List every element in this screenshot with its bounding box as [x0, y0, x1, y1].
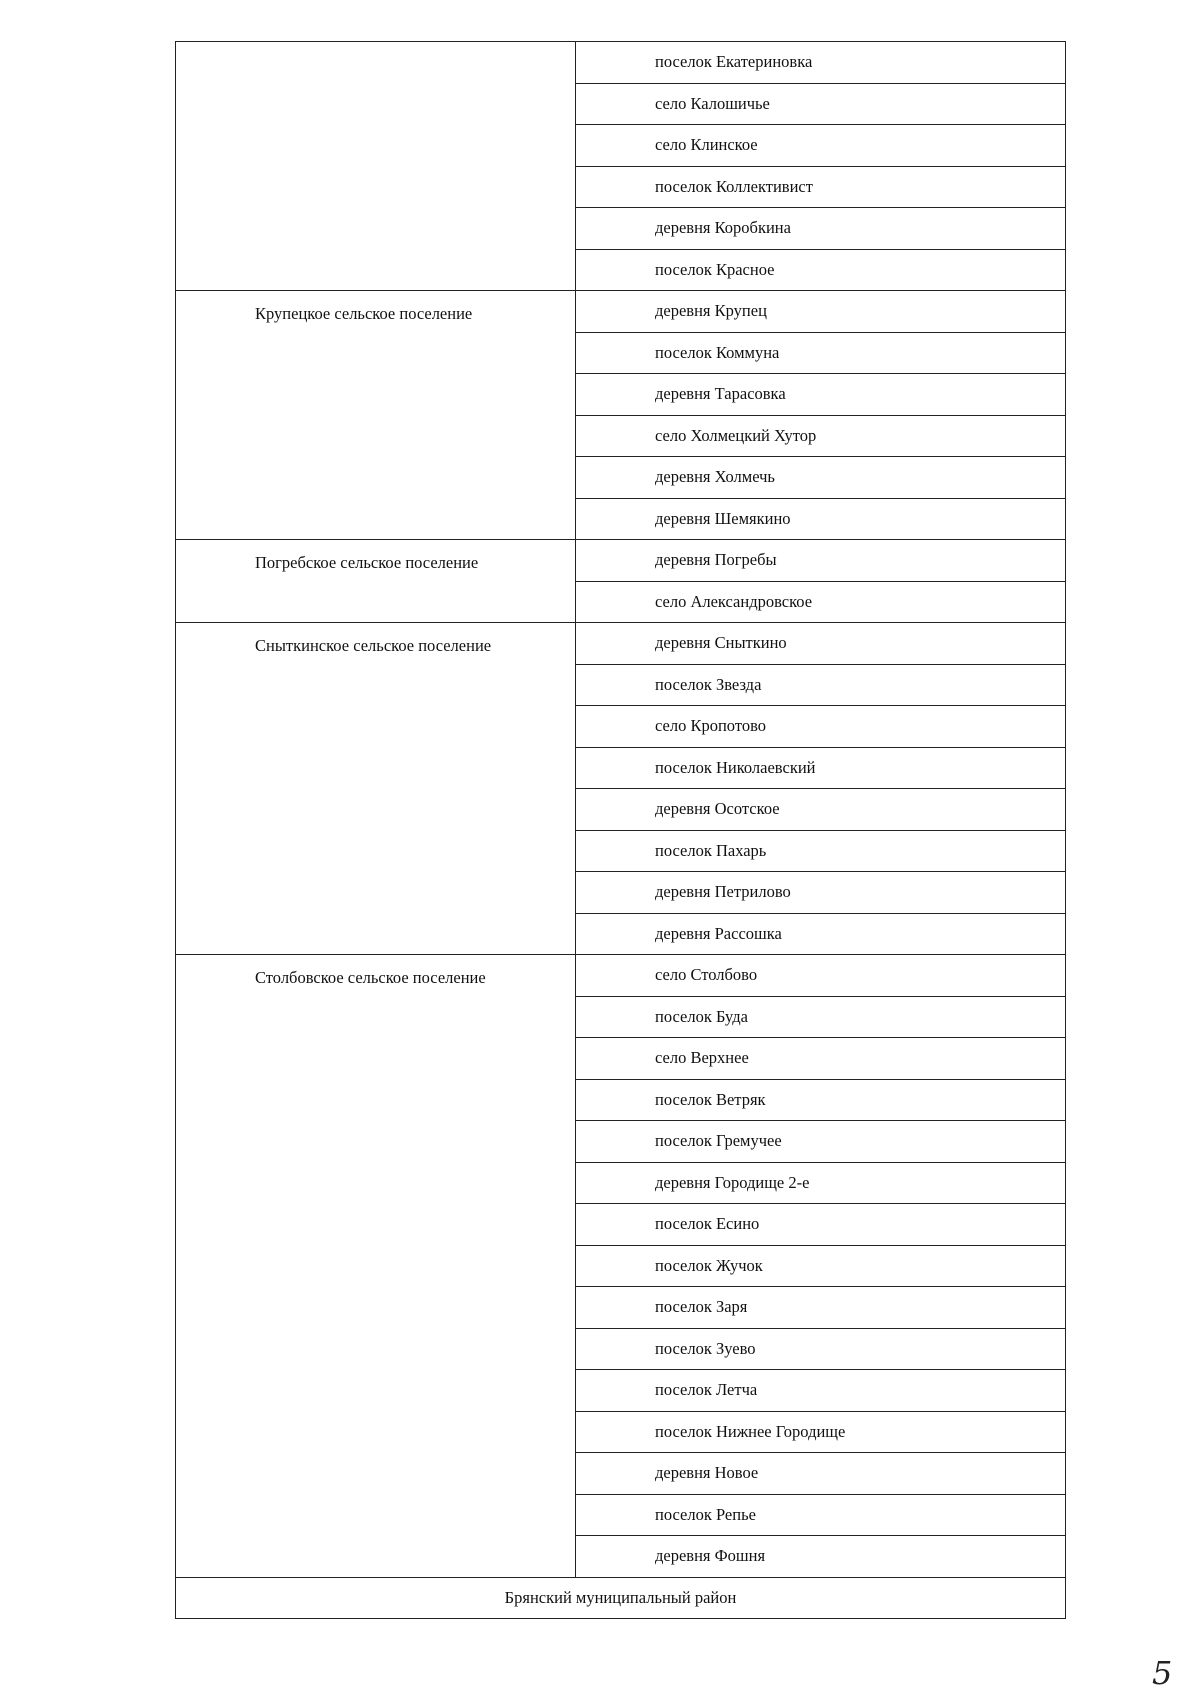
locality-cell: деревня Крупец — [576, 291, 1066, 333]
locality-cell: поселок Коммуна — [576, 332, 1066, 374]
table-row — [176, 623, 1066, 665]
locality-cell: поселок Репье — [576, 1494, 1066, 1536]
locality-cell: село Калошичье — [576, 83, 1066, 125]
locality-cell: село Столбово — [576, 955, 1066, 997]
table-row — [176, 540, 1066, 582]
table-row — [176, 291, 1066, 333]
settlements-table — [175, 41, 1066, 1619]
locality-cell: поселок Гремучее — [576, 1121, 1066, 1163]
locality-cell: деревня Тарасовка — [576, 374, 1066, 416]
settlement-cell: Крупецкое сельское поселение — [176, 291, 576, 540]
locality-cell: село Клинское — [576, 125, 1066, 167]
locality-cell: деревня Городище 2-е — [576, 1162, 1066, 1204]
district-cell: Брянский муниципальный район — [176, 1577, 1066, 1619]
locality-cell: деревня Погребы — [576, 540, 1066, 582]
locality-cell: поселок Николаевский — [576, 747, 1066, 789]
locality-cell: деревня Коробкина — [576, 208, 1066, 250]
settlement-cell — [176, 42, 576, 291]
locality-cell: поселок Жучок — [576, 1245, 1066, 1287]
table-row-district — [176, 1577, 1066, 1619]
settlement-cell: Сныткинское сельское поселение — [176, 623, 576, 955]
locality-cell: поселок Заря — [576, 1287, 1066, 1329]
locality-cell: село Холмецкий Хутор — [576, 415, 1066, 457]
locality-cell: поселок Звезда — [576, 664, 1066, 706]
table-row — [176, 42, 1066, 84]
locality-cell: деревня Осотское — [576, 789, 1066, 831]
locality-cell: деревня Шемякино — [576, 498, 1066, 540]
locality-cell: село Александровское — [576, 581, 1066, 623]
locality-cell: поселок Ветряк — [576, 1079, 1066, 1121]
locality-cell: деревня Новое — [576, 1453, 1066, 1495]
locality-cell: деревня Рассошка — [576, 913, 1066, 955]
locality-cell: деревня Петрилово — [576, 872, 1066, 914]
locality-cell: поселок Летча — [576, 1370, 1066, 1412]
locality-cell: село Верхнее — [576, 1038, 1066, 1080]
table-body — [176, 42, 1066, 1619]
locality-cell: деревня Сныткино — [576, 623, 1066, 665]
settlement-cell: Столбовское сельское поселение — [176, 955, 576, 1578]
locality-cell: поселок Коллективист — [576, 166, 1066, 208]
locality-cell: поселок Нижнее Городище — [576, 1411, 1066, 1453]
locality-cell: поселок Красное — [576, 249, 1066, 291]
locality-cell: поселок Зуево — [576, 1328, 1066, 1370]
table-row — [176, 955, 1066, 997]
locality-cell: деревня Фошня — [576, 1536, 1066, 1578]
locality-cell: деревня Холмечь — [576, 457, 1066, 499]
locality-cell: поселок Буда — [576, 996, 1066, 1038]
locality-cell: поселок Есино — [576, 1204, 1066, 1246]
settlement-cell: Погребское сельское поселение — [176, 540, 576, 623]
page-number: 5 — [1152, 1654, 1173, 1692]
locality-cell: поселок Пахарь — [576, 830, 1066, 872]
locality-cell: поселок Екатериновка — [576, 42, 1066, 84]
locality-cell: село Кропотово — [576, 706, 1066, 748]
